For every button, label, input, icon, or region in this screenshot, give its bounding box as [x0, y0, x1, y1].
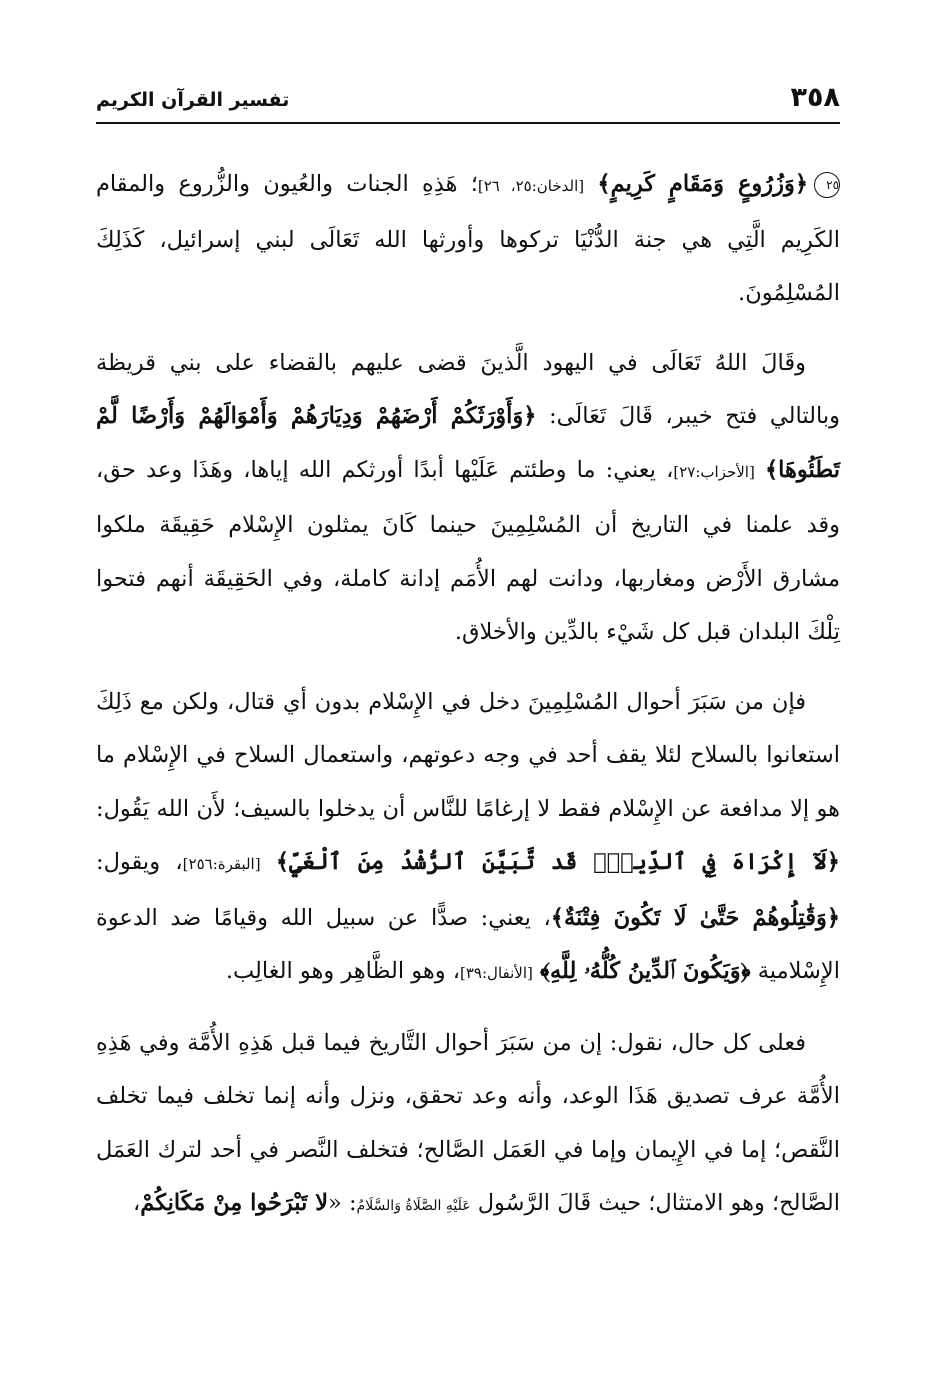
paragraph-text: ؛ هَذِهِ الجنات والعُيون والزُّروع والمقام الكَرِيم الَّتِي هي جنة الدُّنْيَا تركوها وأورثها الله تَعَالَى لبني إسرائيل، كَذَلِكَ المُسْلِمُونَ. [96, 171, 840, 306]
quran-verse: ﴿لَآ إِكْرَاهَ فِي ٱلدِّينِۖ قَد تَّبَيَّنَ ٱلرُّشْدُ مِنَ ٱلْغَيِّ﴾ [275, 849, 840, 875]
verse-reference: [الدخان:٢٥، ٢٦] [477, 177, 585, 195]
verse-reference: [البقرة:٢٥٦] [182, 855, 261, 873]
paragraph-4 [96, 1017, 840, 1234]
paragraph-text: : « [328, 1190, 357, 1216]
header-divider [96, 122, 840, 124]
hadith-quote: لا تَبْرَحُوا مِنْ مَكَانِكُمْ [140, 1190, 329, 1216]
verse-reference: [الأحزاب:٢٧] [673, 462, 755, 481]
verse-number-badge: ٢٥ [814, 172, 840, 198]
paragraph-text: ، ويقول: [96, 849, 183, 875]
paragraph-text: فعلى كل حال، نقول: إن من سَبَرَ أحوال التَّاريخ فيما قبل هَذِهِ الأُمَّة وفي هَذِهِ الأُمَّة عرف تصديق هَذَا الوعد، وأنه وعد تحقق، ونزل وأنه إنما تخلف فيما تخلف النَّقص؛ إما في الإِيمان وإما في العَمَل الصَّالح؛ فتخلف النَّصر في أحد لترك العَمَل الصَّالح؛ وهو الامتثال؛ حيث قَالَ الرَّسُول [96, 1029, 840, 1216]
page-header [96, 78, 840, 120]
paragraph-text: ، وهو الظَّاهِر وهو الغالِب. [225, 958, 461, 984]
running-title: تفسير القرآن الكريم [96, 89, 290, 111]
quran-verse: ﴿وَأَوْرَثَكُمْ أَرْضَهُمْ وَدِيَارَهُمْ وَأَمْوَالَهُمْ وَأَرْضًا لَّمْ تَطَئُوهَا﴾ [96, 403, 840, 483]
paragraph-1 [96, 158, 840, 321]
paragraph-text: ، يعني: صدًّا عن سبيل الله وقيامًا ضد الدعوة الإِسْلامية [96, 904, 840, 984]
quran-verse: ﴿وَيَكُونَ ٱلدِّينُ كُلُّهُۥ لِلَّهِ﴾ [540, 958, 751, 984]
paragraph-text: وقَالَ اللهُ تَعَالَى في اليهود الَّذينَ قضى عليهم بالقضاء على بني قريظة وبالتالي فتح خيبر، قَالَ تَعَالَى: [96, 349, 840, 429]
paragraph-text: ، يعني: ما وطئتم عَلَيْها أبدًا أورثكم الله إياها، وهَذَا وعد حق، وقد علمنا في التاريخ أن المُسْلِمِينَ حينما كَانَ يمثلون الإِسْلام حَقِيقَة ملكوا مشارق الأَرْض ومغاربها، ودانت لهم الأُمَم إدانة كاملة، وفي الحَقِيقَة أنهم فتحوا تِلْكَ البلدان قبل كل شَيْء بالدِّين والأخلاق. [96, 456, 840, 645]
honorific: عَلَيْهِ الصَّلَاةُ وَالسَّلَامُ [356, 1198, 471, 1214]
page-body [96, 158, 840, 1250]
paragraph-text: ، [133, 1190, 141, 1216]
paragraph-3 [96, 676, 840, 1001]
verse-reference: [الأنفال:٣٩] [460, 964, 533, 982]
page-number: ٣٥٨ [790, 82, 840, 113]
quran-verse: ﴿وَزُرُوعٍ وَمَقَامٍ كَرِيمٍ﴾ [597, 171, 809, 197]
paragraph-2 [96, 337, 840, 660]
paragraph-text: فإن من سَبَرَ أحوال المُسْلِمِينَ دخل في الإِسْلام بدون أي قتال، ولكن مع ذَلِكَ استعانوا بالسلاح لئلا يقف أحد في وجه دعوتهم، واستعمال السلاح في الإِسْلام ما هو إلا مدافعة عن الإِسْلام فقط لا إرغامًا للنَّاس أن يدخلوا بالسيف؛ لأَن الله يَقُول: [96, 688, 840, 822]
quran-verse: ﴿وَقَٰتِلُوهُمْ حَتَّىٰ لَا تَكُونَ فِتْنَةٌ﴾ [550, 904, 840, 931]
